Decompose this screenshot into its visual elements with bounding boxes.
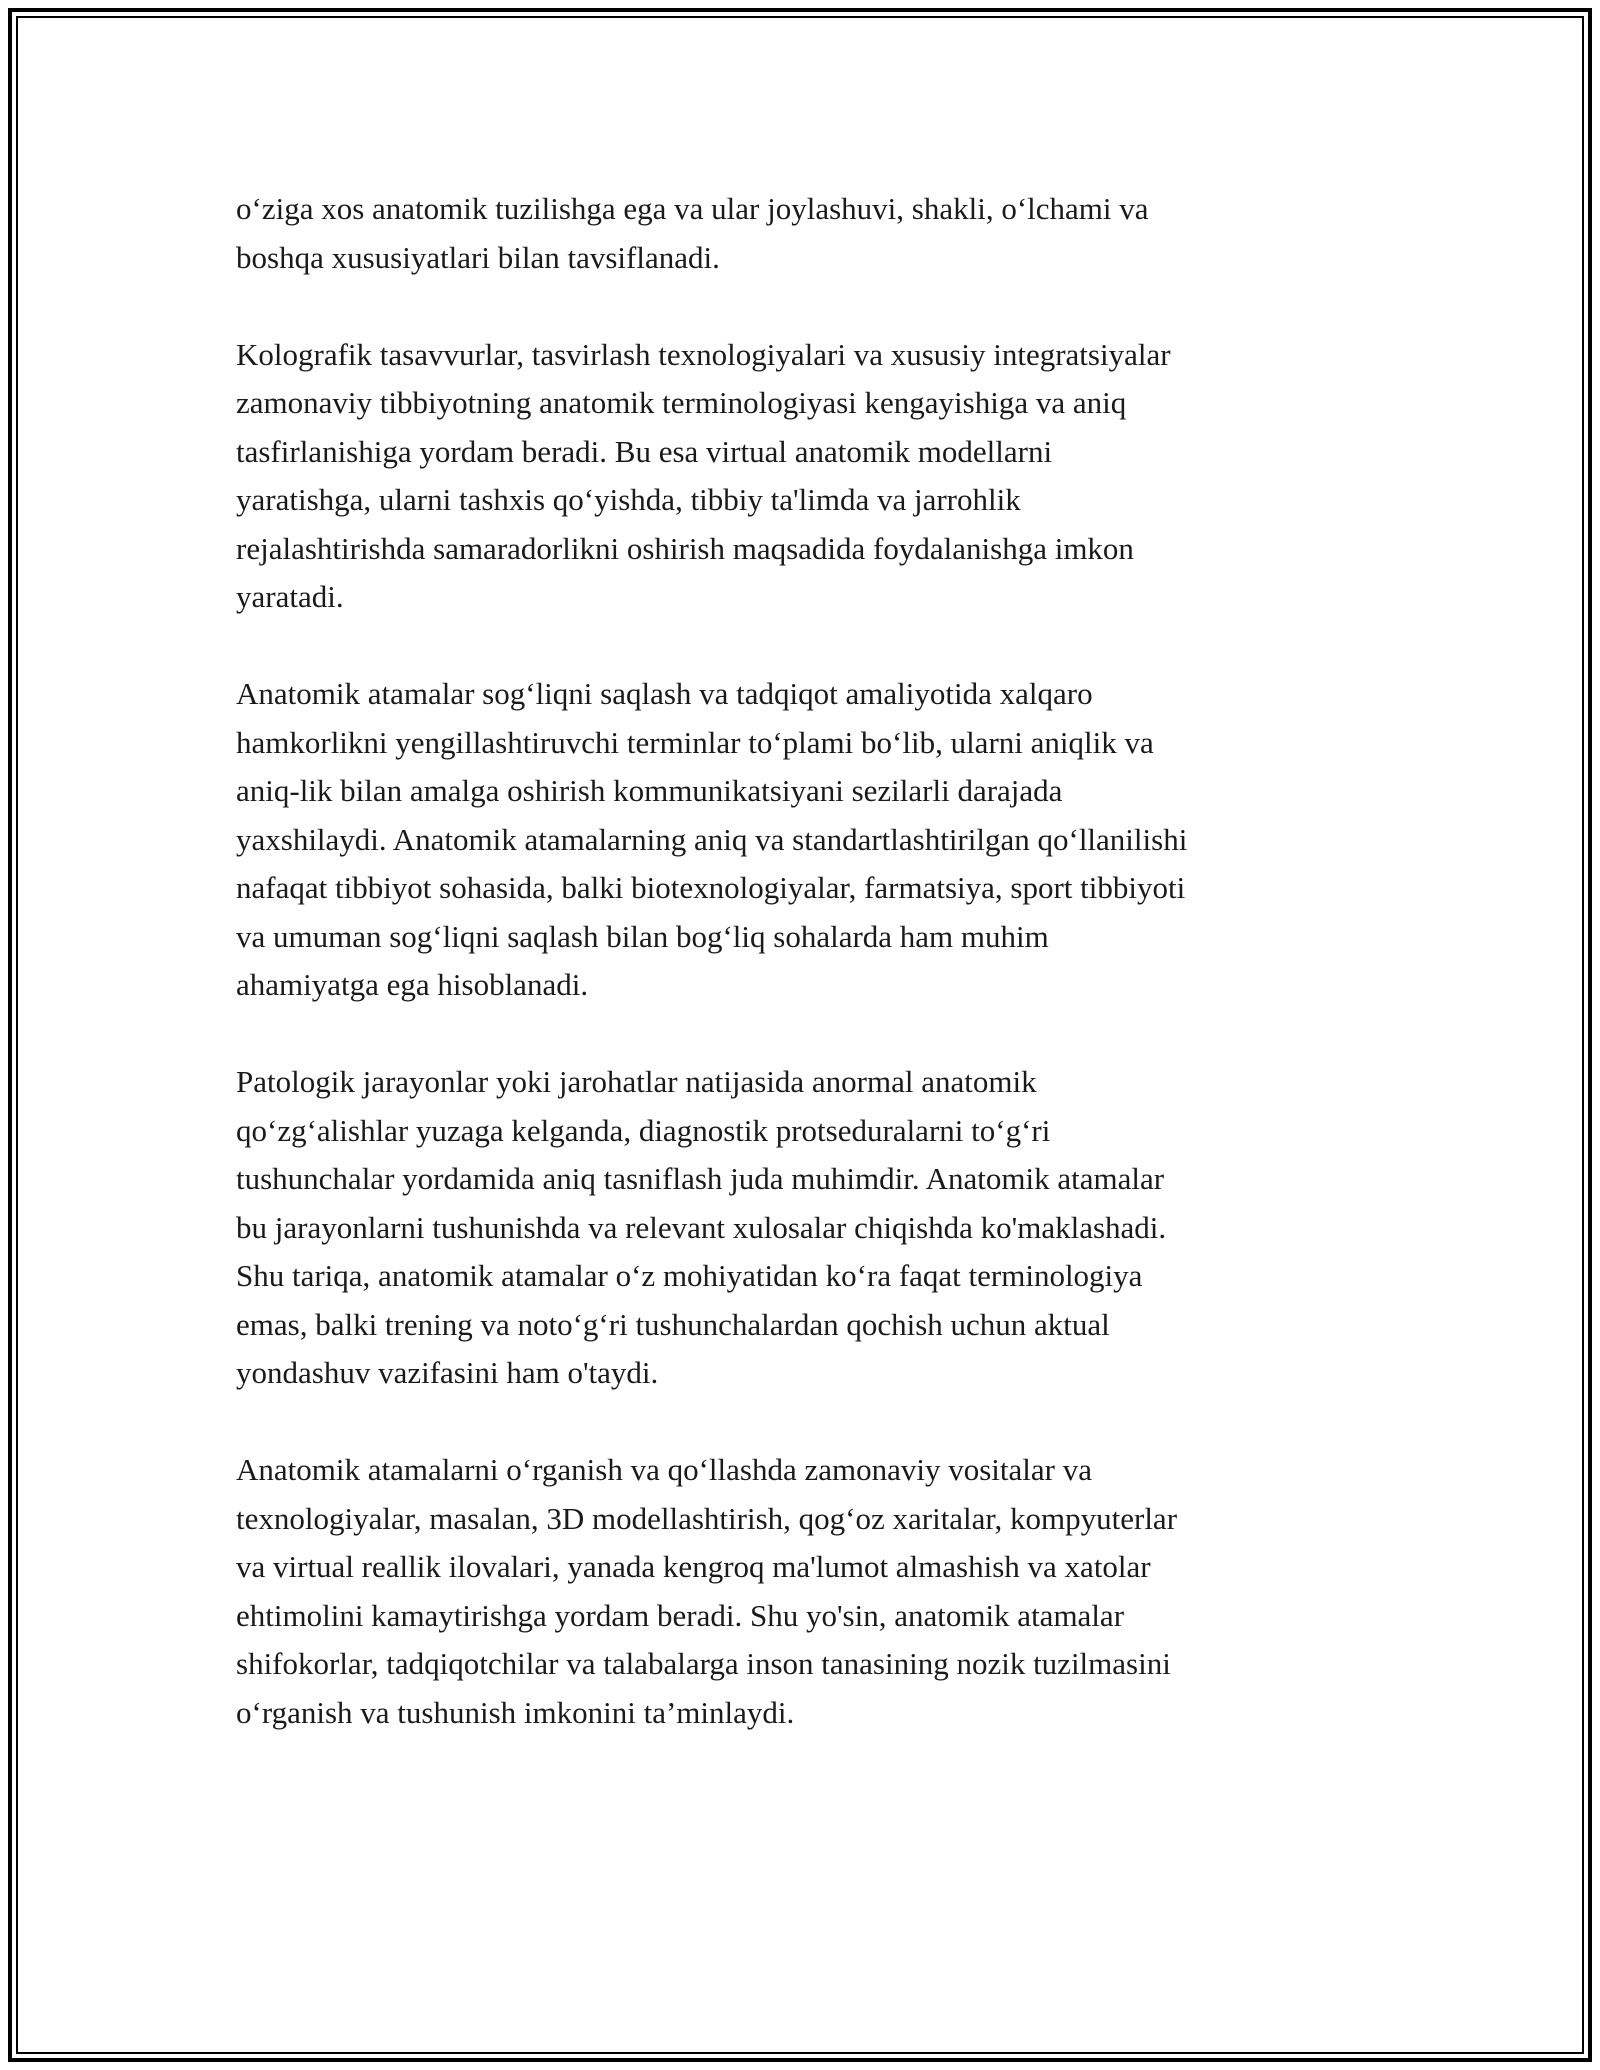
paragraph-5: Anatomik atamalarni o‘rganish va qo‘llashda zamonaviy vositalar va texnologiyalar, masalan, 3D modellashtirish, qog‘oz xaritalar, kompyuterlar va virtual reallik ilovalari, yanada kengroq ma'lumot almashish va xatolar ehtimolini kamaytirishga yordam beradi. Shu yo'sin, anatomik atamalar shifokorlar, tadqiqotchilar va talabalarga inson tanasining nozik tuzilmasini o‘rganish va tushunish imkonini ta’minlaydi. bbox=[236, 1452, 1178, 1730]
paragraph-4: Patologik jarayonlar yoki jarohatlar natijasida anormal anatomik qo‘zg‘alishlar yuzaga kelganda, diagnostik protseduralarni to‘g‘ri tushunchalar yordamida aniq tasniflash juda muhimdir. Anatomik atamalar bu jarayonlarni tushunishda va relevant xulosalar chiqishda ko'maklashadi. Shu tariqa, anatomik atamalar o‘z mohiyatidan ko‘ra faqat terminologiya emas, balki trening va noto‘g‘ri tushunchalardan qochish uchun aktual yondashuv vazifasini ham o'taydi. bbox=[236, 1064, 1167, 1390]
paragraph-3: Anatomik atamalar sog‘liqni saqlash va tadqiqot amaliyotida xalqaro hamkorlikni yengillashtiruvchi terminlar to‘plami bo‘lib, ularni aniqlik va aniq-lik bilan amalga oshirish kommunikatsiyani sezilarli darajada yaxshilaydi. Anatomik atamalarning aniq va standartlashtirilgan qo‘llanilishi nafaqat tibbiyot sohasida, balki biotexnologiyalar, farmatsiya, sport tibbiyoti va umuman sog‘liqni saqlash bilan bog‘liq sohalarda ham muhim ahamiyatga ega hisoblanadi. bbox=[236, 676, 1188, 1002]
document-body bbox=[236, 185, 1366, 1786]
paragraph-2: Kolografik tasavvurlar, tasvirlash texnologiyalari va xususiy integratsiyalar zamonaviy tibbiyotning anatomik terminologiyasi kengayishiga va aniq tasfirlanishiga yordam beradi. Bu esa virtual anatomik modellarni yaratishga, ularni tashxis qo‘yishda, tibbiy ta'limda va jarrohlik rejalashtirishda samaradorlikni oshirish maqsadida foydalanishga imkon yaratadi. bbox=[236, 336, 1171, 614]
paragraph-1: o‘ziga xos anatomik tuzilishga ega va ular joylashuvi, shakli, o‘lchami va boshqa xususiyatlari bilan tavsiflanadi. bbox=[236, 191, 1149, 275]
